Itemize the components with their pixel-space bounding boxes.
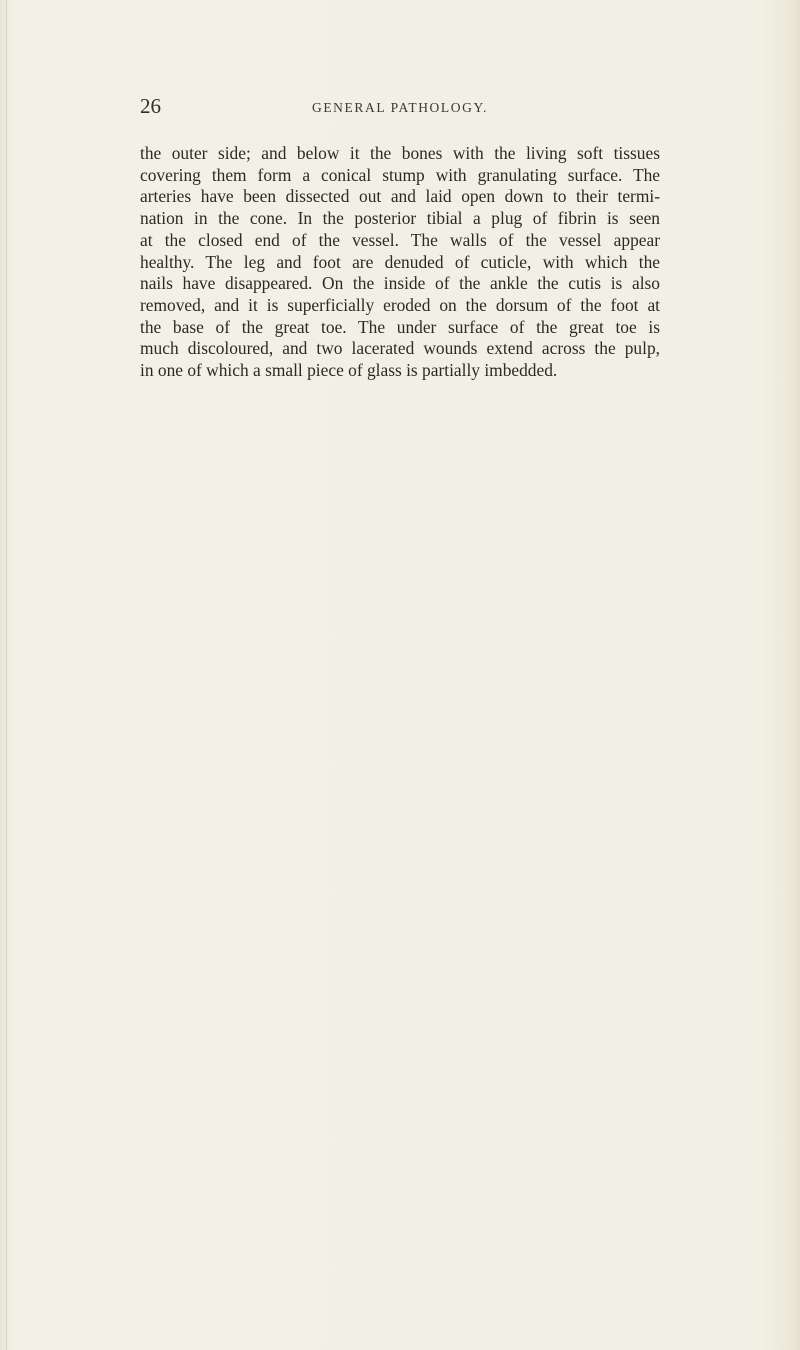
page-gutter-edge — [6, 0, 7, 1350]
text-line: removed, and it is superficially eroded on the dorsum of the foot at — [140, 294, 660, 315]
text-line: covering them form a conical stump with granulating surface. The — [140, 164, 660, 185]
text-line: healthy. The leg and foot are denuded of cuticle, with which the — [140, 251, 660, 272]
page-header — [140, 94, 660, 126]
text-line: the outer side; and below it the bones with the living soft tissues — [140, 143, 660, 163]
body-paragraph — [140, 143, 660, 382]
text-line: in one of which a small piece of glass is partially imbedded. — [140, 360, 558, 381]
text-line: arteries have been dissected out and laid open down to their termi- — [140, 186, 660, 207]
page-number: 26 — [140, 94, 161, 118]
running-title: GENERAL PATHOLOGY. — [311, 100, 489, 115]
text-line: at the closed end of the vessel. The walls of the vessel appear — [140, 229, 660, 250]
text-line: nails have disappeared. On the inside of the ankle the cutis is also — [140, 273, 660, 294]
text-line: nation in the cone. In the posterior tibial a plug of fibrin is seen — [140, 208, 660, 229]
text-line: the base of the great toe. The under surface of the great toe is — [140, 316, 660, 337]
text-line: much discoloured, and two lacerated wounds extend across the pulp, — [140, 338, 660, 359]
